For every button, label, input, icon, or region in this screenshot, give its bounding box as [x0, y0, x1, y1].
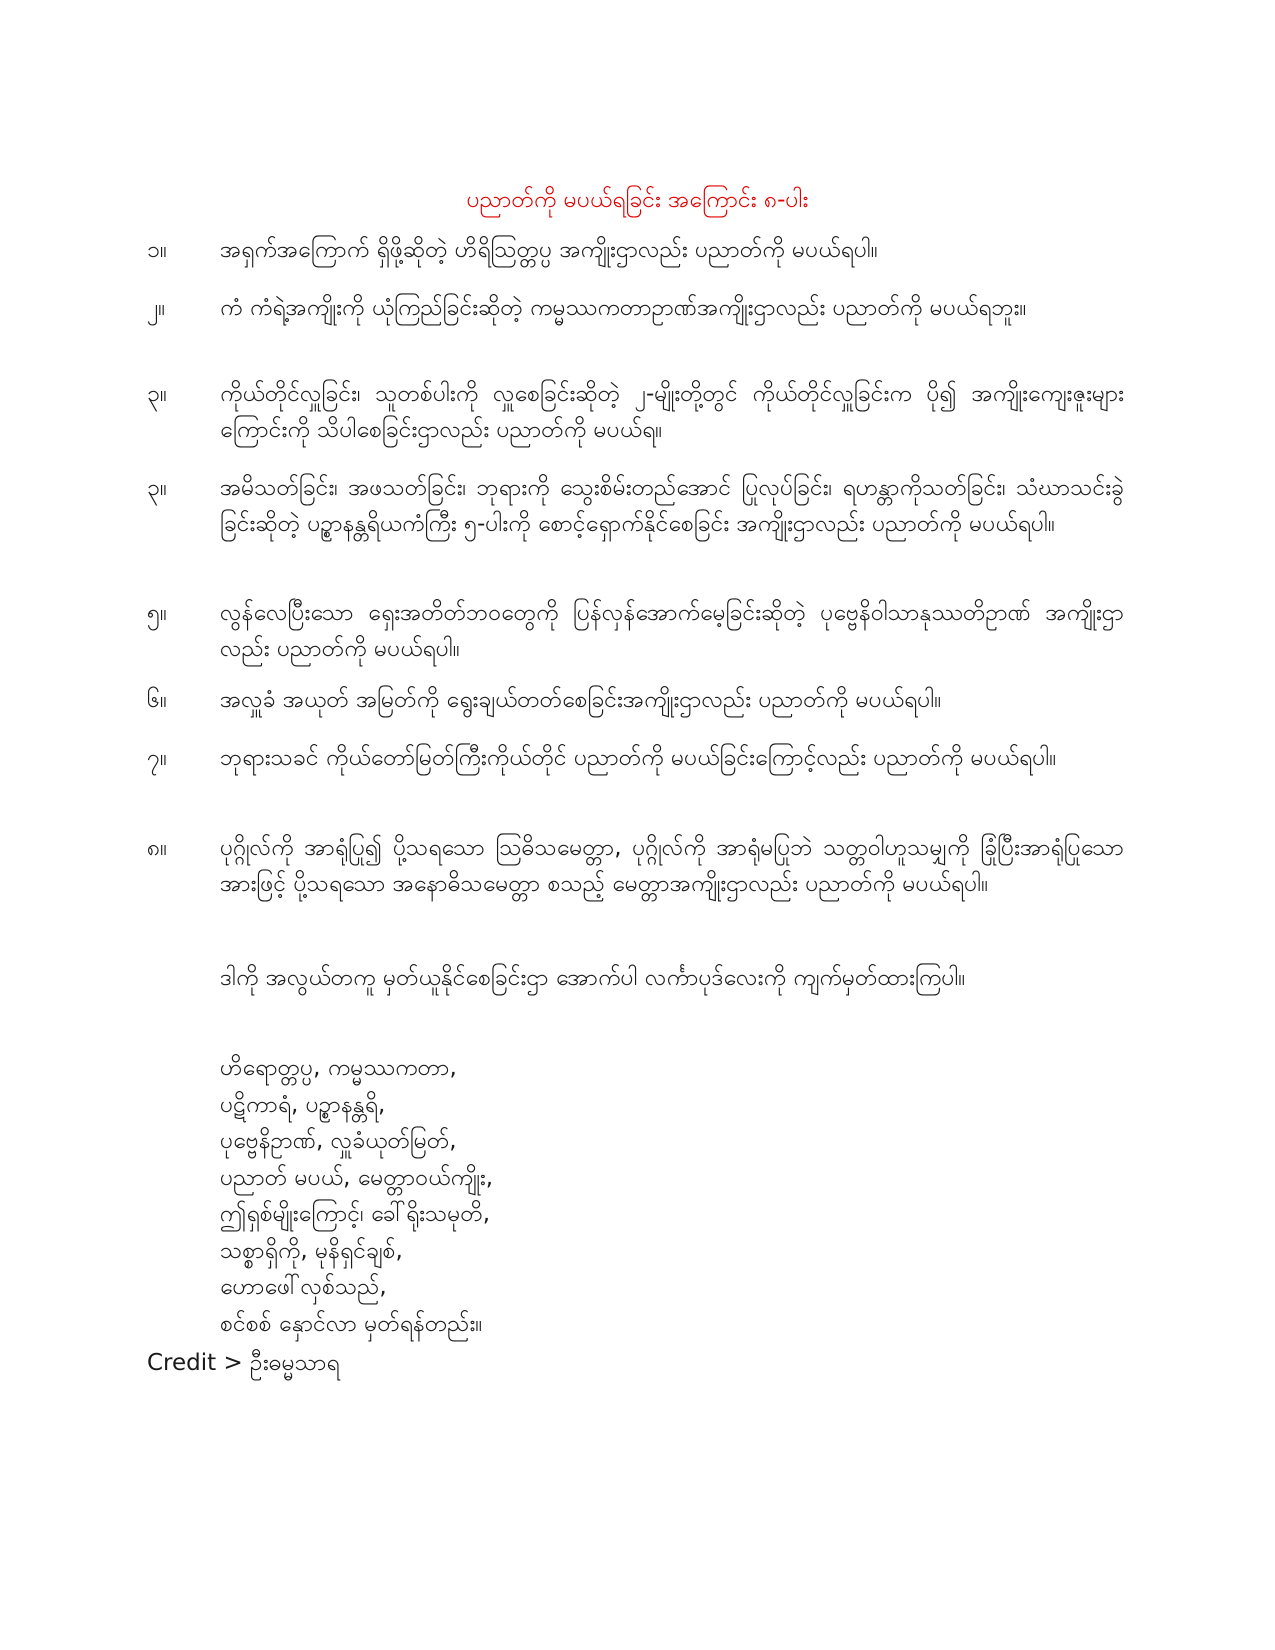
item-text: ကိုယ်တိုင်လှူခြင်း၊ သူတစ်ပါးကို လှူစေခြင်းဆိုတဲ့ ၂-မျိုးတို့တွင် ကိုယ်တိုင်လှူခြင်းက ပို၍ အကျိုးကျေးဇူးများကြောင်းကို သိပါစေခြင်းဌာလည်း ပညာတ်ကို မပယ်ရ။ — [220, 381, 1124, 443]
verse-line: ဟိရောတ္တပ္ပ, ကမ္မဿကတာ, — [220, 1055, 457, 1081]
list-item-1 — [147, 232, 1124, 268]
list-item-3 — [147, 376, 1124, 448]
verse-line: ဤရှစ်မျိုးကြောင့်၊ ခေါ်ရိုးသမုတိ, — [220, 1201, 491, 1227]
mnemonic-note: ဒါကို အလွယ်တကူ မှတ်ယူနိုင်စေခြင်းဌာ အောက်ပါ လင်္ကာပုဒ်လေးကို ကျက်မှတ်ထားကြပါ။ — [220, 965, 966, 991]
item-text: လွန်လေပြီးသော ရှေးအတိတ်ဘဝတွေကို ပြန်လှန်အောက်မေ့ခြင်းဆိုတဲ့ ပုဗ္ဗေနိဝါသာနုဿတိဥာဏ် အကျိုးဌာလည်း ပညာတ်ကို မပယ်ရပါ။ — [220, 600, 1124, 662]
item-number: ၅။ — [147, 600, 167, 626]
item-number: ၃။ — [147, 475, 167, 501]
item-text: ကံ ကံရဲ့အကျိုးကို ယုံကြည်ခြင်းဆိုတဲ့ ကမ္မဿကတာဥာဏ်အကျိုးဌာလည်း ပညာတ်ကို မပယ်ရဘူး။ — [220, 295, 1027, 321]
item-text: ဘုရားသခင် ကိုယ်တော်မြတ်ကြီးကိုယ်တိုင် ပညာတ်ကို မပယ်ခြင်းကြောင့်လည်း ပညာတ်ကို မပယ်ရပါ။ — [220, 745, 1057, 771]
list-item-7 — [147, 740, 1124, 776]
verse-line: ပညာတ် မပယ်, မေတ္တာဝယ်ကျိုး, — [220, 1164, 494, 1191]
list-item-2 — [147, 290, 1124, 326]
verse-line: ပဋိကာရံ, ပဉ္စာနန္တရိ, — [220, 1091, 386, 1118]
verse-line: ဟောဖေါ်လှစ်သည်, — [220, 1274, 387, 1300]
item-text: အလှူခံ အယုတ် အမြတ်ကို ရွေးချယ်တတ်စေခြင်းအကျိုးဌာလည်း ပညာတ်ကို မပယ်ရပါ။ — [220, 687, 942, 713]
item-number: ၈။ — [147, 835, 168, 861]
item-text: အမိသတ်ခြင်း၊ အဖသတ်ခြင်း၊ ဘုရားကို သွေးစိမ်းတည်အောင် ပြုလုပ်ခြင်း၊ ရဟန္တာကိုသတ်ခြင်း၊ သံဃာသင်းခွဲခြင်းဆိုတဲ့ ပဉ္စာနန္တရိယကံကြီး ၅-ပါးကို စောင့်ရှောက်နိုင်စေခြင်း အကျိုးဌာလည်း ပညာတ်ကို မပယ်ရပါ။ — [220, 475, 1124, 537]
item-text: အရှက်အကြောက် ရှိဖို့ဆိုတဲ့ ဟိရိဩတ္တပ္ပ အကျိုးဌာလည်း ပညာတ်ကို မပယ်ရပါ။ — [220, 237, 878, 263]
item-number: ၁။ — [147, 237, 167, 263]
verse-block — [220, 1050, 820, 1342]
list-item-5 — [147, 595, 1124, 667]
list-item-4 — [147, 470, 1124, 542]
verse-line: ပုဗ္ဗေနိဥာဏ်, လှူခံယုတ်မြတ်, — [220, 1128, 457, 1154]
item-text: ပုဂ္ဂိုလ်ကို အာရုံပြု၍ ပို့သရသော ဩဓိသမေတ္တာ, ပုဂ္ဂိုလ်ကို အာရုံမပြုဘဲ သတ္တဝါဟူသမျှကို ခြုံပြီးအာရုံပြုသောအားဖြင့် ပို့သရသော အနောဓိသမေတ္တာ စသည့် မေတ္တာအကျိုးဌာလည်း ပညာတ်ကို မပယ်ရပါ။ — [220, 835, 1124, 897]
item-number: ၆။ — [147, 687, 167, 713]
item-number: ၃။ — [147, 381, 167, 407]
item-number: ၂။ — [147, 295, 166, 321]
verse-line: စင်စစ် နှောင်လာ မှတ်ရန်တည်း။ — [220, 1310, 483, 1337]
item-number: ၇။ — [147, 745, 167, 771]
list-item-6 — [147, 682, 1124, 718]
document-title: ပညာတ်ကို မပယ်ရခြင်း အကြောင်း ၈-ပါး — [466, 187, 809, 213]
credit-line: Credit > ဦးဓမ္မသာရ — [147, 1350, 340, 1376]
verse-line: သစ္စာရှိကို, မုနိရှင်ချစ်, — [220, 1237, 403, 1264]
list-item-8 — [147, 830, 1124, 902]
